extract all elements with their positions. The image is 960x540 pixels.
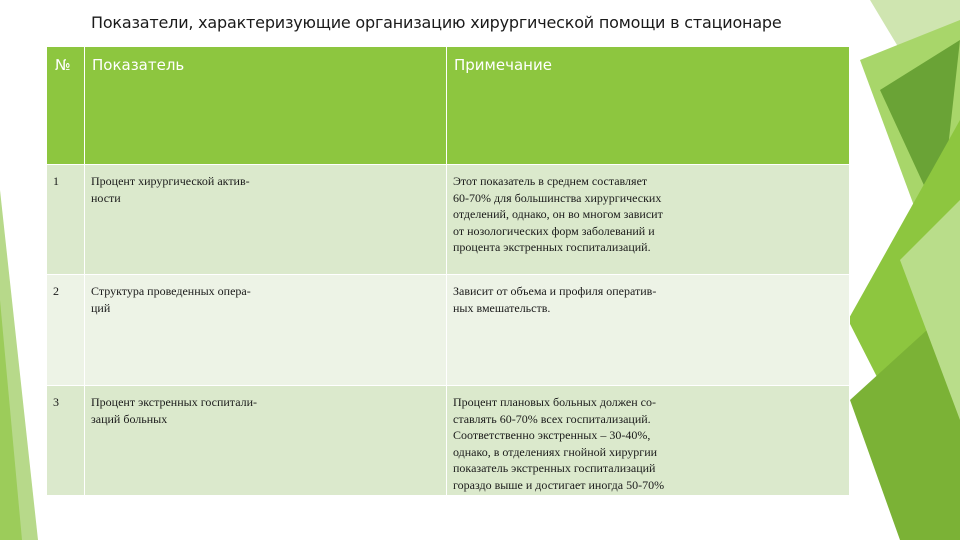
- row-number: [47, 165, 85, 275]
- table-row: [47, 386, 850, 496]
- header-indicator: Показатель: [85, 47, 447, 165]
- row-note: [447, 386, 850, 496]
- row-indicator: [85, 386, 447, 496]
- row-number-text: 3: [53, 395, 59, 409]
- table-row: [47, 275, 850, 386]
- row-number-text: 2: [53, 284, 59, 298]
- row-indicator-text: Процент хирургической актив- ности: [91, 174, 250, 205]
- row-indicator-text: Структура проведенных опера- ций: [91, 284, 251, 315]
- header-note: Примечание: [447, 47, 850, 165]
- slide-title: Показатели, характеризующие организацию хирургической помощи в стационаре: [91, 13, 782, 32]
- row-note-text: Этот показатель в среднем составляет 60-70% для большинства хирургических отделений, однако, он во многом зависит от нозологических форм заболеваний и процента экстренных госпитализаций.: [453, 174, 663, 254]
- row-indicator-text: Процент экстренных госпитали- заций больных: [91, 395, 258, 426]
- row-number: [47, 275, 85, 386]
- row-number-text: 1: [53, 174, 59, 188]
- row-indicator: [85, 165, 447, 275]
- table-header-row: [47, 47, 850, 165]
- row-number: [47, 386, 85, 496]
- indicators-table: [46, 46, 850, 496]
- header-number: №: [47, 47, 85, 165]
- row-note-text: Процент плановых больных должен со- ставлять 60-70% всех госпитализаций. Соответственно экстренных – 30-40%, однако, в отделениях гнойной хирургии показатель экстренных госпитализаций гораздо выше и достигает иногда 50-70%: [453, 395, 665, 492]
- row-note: [447, 165, 850, 275]
- row-note: [447, 275, 850, 386]
- row-indicator: [85, 275, 447, 386]
- table-row: [47, 165, 850, 275]
- row-note-text: Зависит от объема и профиля оператив- ных вмешательств.: [453, 284, 657, 315]
